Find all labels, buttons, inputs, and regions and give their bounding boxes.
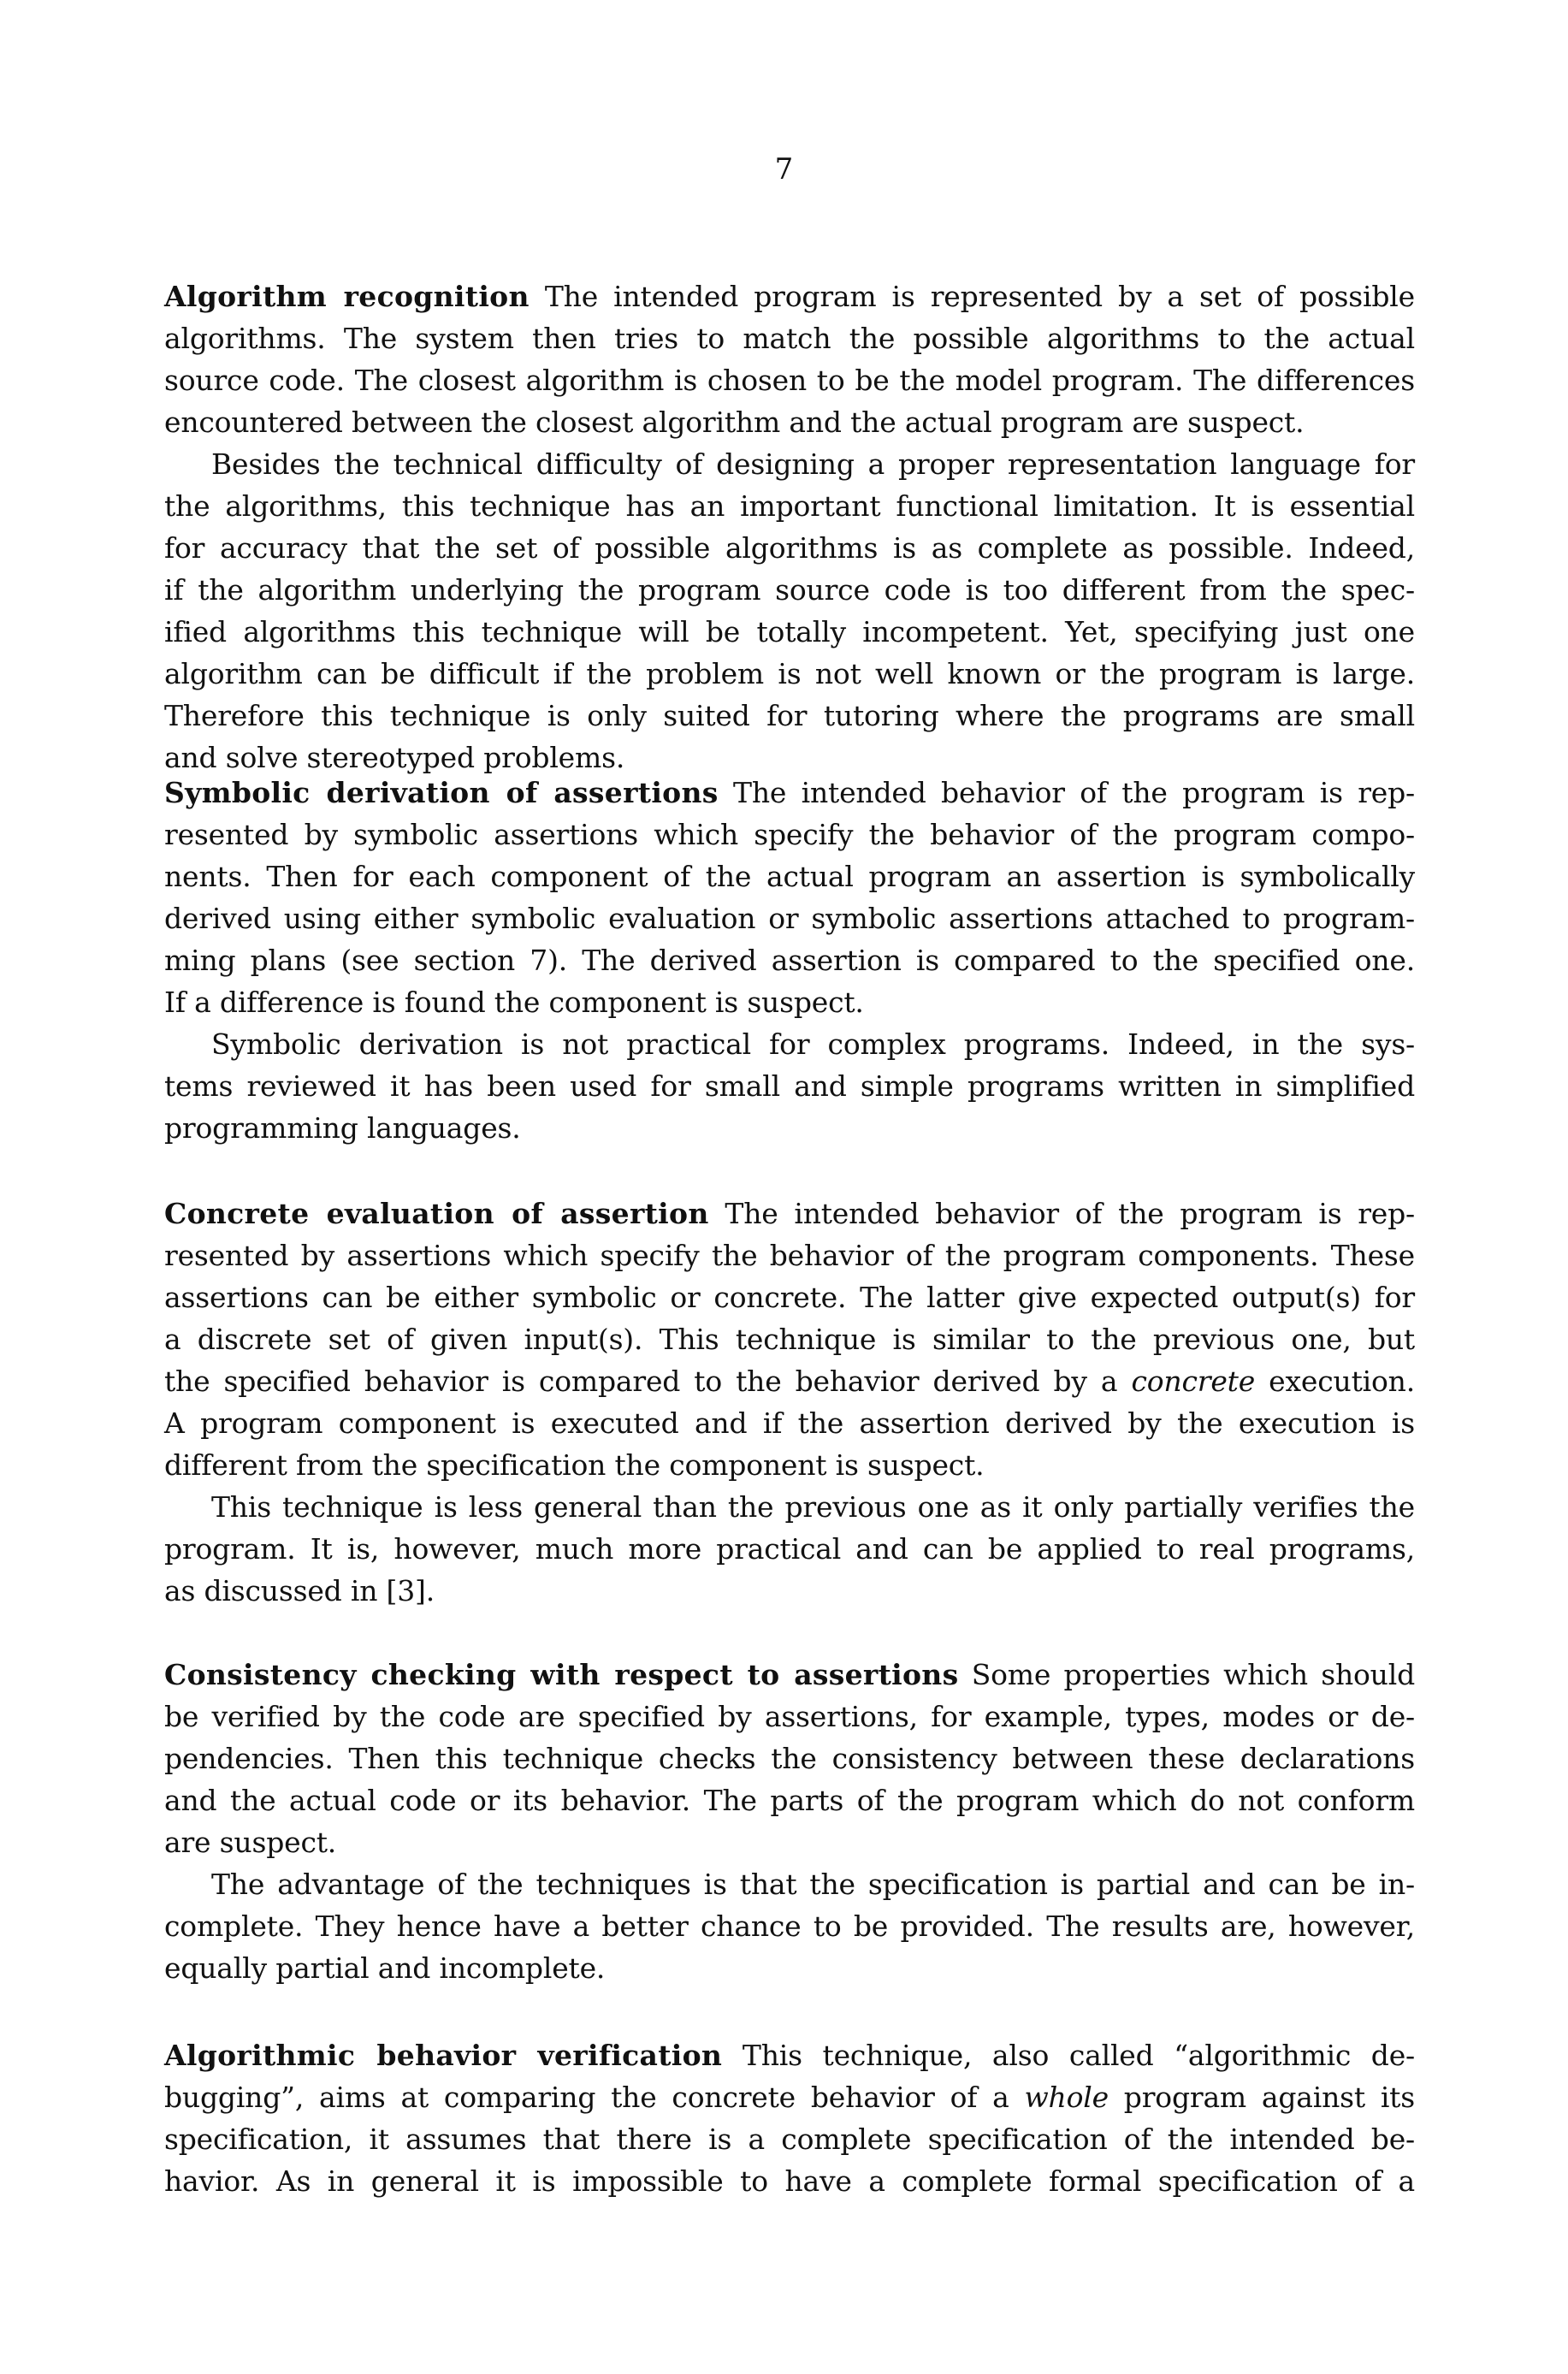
text-line: resented by symbolic assertions which specify the behavior of the program compo- [164, 818, 1415, 851]
text-line: equally partial and incomplete. [164, 1951, 606, 1985]
text-line: bugging”, aims at comparing the concrete behavior of a whole program against its [164, 2081, 1415, 2114]
text-line: algorithm can be difficult if the problem is not well known or the program is large. [164, 657, 1415, 690]
section-consistency-checking [164, 1654, 1415, 1989]
text-line: the algorithms, this technique has an important functional limitation. It is essential [164, 489, 1415, 523]
text-line: be verified by the code are specified by assertions, for example, types, modes or de- [164, 1700, 1415, 1733]
section-concrete-evaluation [164, 1193, 1415, 1612]
text-line: and solve stereotyped problems. [164, 741, 625, 774]
text-line: for accuracy that the set of possible algorithms is as complete as possible. Indeed, [164, 531, 1415, 565]
section-algorithmic-behavior-verification [164, 2034, 1415, 2202]
section-heading: Symbolic derivation of assertions [164, 776, 719, 809]
text-line: If a difference is found the component is suspect. [164, 986, 864, 1019]
text-line: Concrete evaluation of assertion The intended behavior of the program is rep- [164, 1197, 1415, 1230]
text-line: encountered between the closest algorithm and the actual program are suspect. [164, 406, 1305, 439]
section-heading: Concrete evaluation of assertion [164, 1197, 709, 1230]
section-heading: Algorithmic behavior verification [164, 2039, 723, 2072]
text-line: Consistency checking with respect to assertions Some properties which should [164, 1658, 1415, 1691]
text-line: and the actual code or its behavior. The parts of the program which do not conform [164, 1784, 1415, 1817]
text-line: Algorithmic behavior verification This technique, also called “algorithmic de- [164, 2039, 1415, 2072]
emphasized-word: whole [1024, 2081, 1109, 2114]
text-line: derived using either symbolic evaluation or symbolic assertions attached to program- [164, 902, 1415, 935]
section-heading: Consistency checking with respect to assertions [164, 1658, 959, 1691]
text-line: as discussed in [3]. [164, 1574, 435, 1607]
emphasized-word: concrete [1131, 1365, 1256, 1398]
text-line: Therefore this technique is only suited for tutoring where the programs are small [164, 699, 1415, 732]
text-line: are suspect. [164, 1826, 337, 1859]
text-line: Besides the technical difficulty of designing a proper representation language for [211, 447, 1415, 481]
text-line: A program component is executed and if the assertion derived by the execution is [164, 1406, 1415, 1440]
text-line: different from the specification the component is suspect. [164, 1448, 985, 1482]
text-line: Symbolic derivation of assertions The intended behavior of the program is rep- [164, 776, 1415, 809]
text-line: if the algorithm underlying the program source code is too different from the spec- [164, 573, 1415, 607]
page-number: 7 [774, 152, 794, 186]
text-line: Symbolic derivation is not practical for complex programs. Indeed, in the sys- [211, 1027, 1415, 1061]
text-line: ming plans (see section 7). The derived assertion is compared to the specified one. [164, 944, 1415, 977]
text-line: pendencies. Then this technique checks the consistency between these declarations [164, 1742, 1415, 1775]
section-heading: Algorithm recognition [164, 280, 530, 313]
text-line: source code. The closest algorithm is chosen to be the model program. The differences [164, 364, 1415, 397]
text-line: complete. They hence have a better chance to be provided. The results are, however, [164, 1909, 1415, 1943]
text-line: resented by assertions which specify the behavior of the program components. These [164, 1239, 1415, 1272]
text-line: program. It is, however, much more practical and can be applied to real programs, [164, 1532, 1415, 1566]
text-line: nents. Then for each component of the actual program an assertion is symbolically [164, 860, 1415, 893]
section-algorithm-recognition [164, 275, 1415, 779]
section-symbolic-derivation [164, 772, 1415, 1149]
text-line: This technique is less general than the previous one as it only partially verifies the [211, 1490, 1415, 1524]
text-line: programming languages. [164, 1111, 521, 1145]
text-line: a discrete set of given input(s). This technique is similar to the previous one, but [164, 1323, 1415, 1356]
text-line: The advantage of the techniques is that the specification is partial and can be in- [211, 1868, 1415, 1901]
text-line: specification, it assumes that there is a complete specification of the intended be- [164, 2122, 1415, 2156]
text-line: ified algorithms this technique will be totally incompetent. Yet, specifying just one [164, 615, 1415, 648]
text-line: the specified behavior is compared to the behavior derived by a concrete execution. [164, 1365, 1415, 1398]
text-line: havior. As in general it is impossible to have a complete formal specification of a [164, 2164, 1415, 2198]
text-line: algorithms. The system then tries to match the possible algorithms to the actual [164, 322, 1415, 355]
text-line: Algorithm recognition The intended program is represented by a set of possible [164, 280, 1415, 313]
text-line: assertions can be either symbolic or concrete. The latter give expected output(s) for [164, 1281, 1415, 1314]
text-line: tems reviewed it has been used for small and simple programs written in simplified [164, 1069, 1415, 1103]
